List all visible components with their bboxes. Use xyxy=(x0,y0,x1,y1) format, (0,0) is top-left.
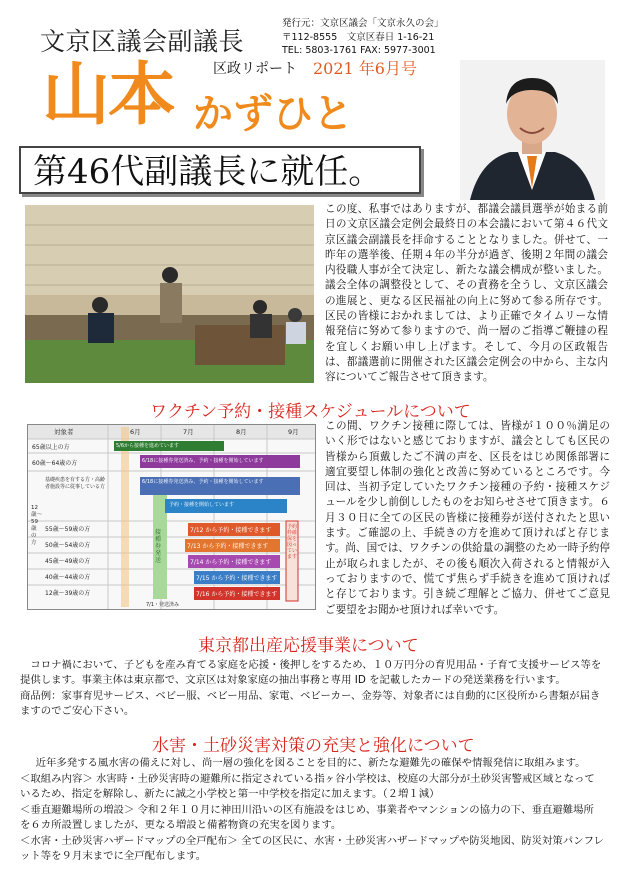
sched-bar-text: 6/18に接種券発送済み、予約・接種を開始しています xyxy=(142,479,264,485)
sched-bar-text: 7/12 から予約・接種できます xyxy=(190,527,272,534)
disaster-heading: 水害・土砂災害対策の充実と強化について xyxy=(152,736,475,756)
disaster-item xyxy=(20,803,604,834)
sched-row-label: 65歳以上の方 xyxy=(32,444,70,451)
headline: 第46代副議長に就任。 xyxy=(19,146,421,194)
vaccine-schedule-table xyxy=(27,424,316,610)
sched-bar-text: 7/13 から予約・接種できます xyxy=(187,543,269,550)
vaccine-text: この間、ワクチン接種に際しては、皆様が１００％満足のいく形ではないと感じておりますが、議会としても区民の皆様から頂戴したご不満の声を、区長をはじめ関係部署に適宜要望し体制の強化と改善に努めているところです。今回は、当初予定していたワクチン接種の予約・接種スケジュールを少し前倒ししたものをお知らせさせて頂きます。６月３０日に全ての区民の皆様に接種券が送付されたと思います。ご確認の上、手続きの方を進めて頂ければと存じます。尚、国では、ワクチンの供給量の調整のため一時予約停止が取られましたが、その後も順次入荷されると情報が入っておりますので、慌てず焦らず手続きを進めて頂ければと存じております。引き続ご理解とご協力、併せてご意見ご要望をお聞かせ頂ければ幸いです。 xyxy=(325,420,610,616)
sched-sent-label: 接種券発送 xyxy=(155,529,162,564)
disaster-intro: 近年多発する風水害の備えに対し、尚一層の強化を図ることを目的に、新たな避難先の確保や情報発信に取組みます。 xyxy=(35,757,586,769)
sched-bar-text: 6/18に接種券発送済み、予約・接種を開始しています xyxy=(142,458,264,464)
birth-heading: 東京都出産応援事業について xyxy=(198,636,419,656)
name-kanji: 山本 xyxy=(42,56,175,135)
sched-bar-text: 7/14 から予約・接種できます xyxy=(190,559,272,566)
report-date: 2021 年6月号 xyxy=(313,59,417,78)
publisher-info xyxy=(282,17,444,58)
council-photo xyxy=(25,205,314,383)
sched-row-label: 40歳〜44歳の方 xyxy=(45,574,91,581)
report-label: 区政リポート xyxy=(213,61,297,77)
portrait-photo xyxy=(460,60,605,200)
disaster-item-label: ＜水害・土砂災害ハザードマップの全戸配布＞ xyxy=(20,835,238,847)
intro-text: この度、私事ではありますが、都議会議員選挙が始まる前日の文京区議会定例会最終日の本会議において第４６代文京区議会副議長を拝命することとなりました。併せて、一昨年の選挙後、任期４年の半分が過ぎ、後期２年間の議会内役職人事が全て決定し、新たな議会構成が整いました。議会全体の調整役として、その責務を全うし、文京区議会の進展と、更なる区民福祉の向上に努めて参る所存です。区民の皆様におかれましては、より正確でタイムリーな情報発信に努めて参りますので、尚一層のご指導ご鞭撻の程を宜しくお願い申し上げます。そして、今月の区政報告は、都議選前に開催された区議会定例会の中から、主な内容についてご報告させて頂きます。 xyxy=(325,203,608,384)
sched-bar-text: 7/16 から予約・接種できます xyxy=(196,591,278,598)
sched-month: 9月 xyxy=(288,428,299,436)
disaster-item xyxy=(20,772,604,803)
birth-text: コロナ禍において、子どもを産み育てる家庭を応援・後押しをするため、１０万円分の育児用品・子育て支援サービス等を提供します。事業主体は東京都で、文京区は対象家庭の抽出事務と専用 ID を記載したカードの発送業務を行います。 xyxy=(20,659,602,687)
vice-chair-title: 文京区議会副議長 xyxy=(40,27,245,56)
disaster-item-text: 全ての区民に、水害・土砂災害ハザードマップや防災地図、防災対策パンフレット等を９月末までに全戸配布します。 xyxy=(20,835,604,863)
disaster-item xyxy=(20,834,604,865)
publisher-contact: TEL: 5803-1761 FAX: 5977-3001 xyxy=(282,45,436,56)
sched-month: 7月 xyxy=(183,428,194,436)
sched-sent-note: 7/1・発送済み xyxy=(146,602,180,608)
publisher-address: 〒112-8555 文京区春日 1-16-21 xyxy=(282,31,435,43)
sched-row-label: 50歳〜54歳の方 xyxy=(45,542,91,549)
sched-month: 8月 xyxy=(236,428,247,436)
disaster-item-text: 令和２年１０月に神田川沿いの区有施設をはじめ、事業者やマンションの協力の下、垂直避難場所を６カ所設置しましたが、更なる増設と備蓄物資の充実を図ります。 xyxy=(20,804,594,832)
sched-bar-text: 予約・接種を開始しています xyxy=(169,502,235,508)
disaster-item-label: ＜垂直避難場所の増設＞ xyxy=(20,804,135,816)
sched-row-label: 60歳〜64歳の方 xyxy=(32,460,78,467)
sched-col-target: 対象者 xyxy=(54,428,74,436)
sched-row-label: 55歳〜59歳の方 xyxy=(45,526,91,533)
sched-side-note: 予約枠確保を図っています xyxy=(287,524,298,560)
disaster-item-text: 水害時・土砂災害時の避難所に指定されている指ヶ谷小学校は、校庭の大部分が土砂災害警戒区域となっているため、指定を解除し、新たに誠之小学校と第一中学校を指定に加えます。（２増１減） xyxy=(20,773,595,801)
sched-row-label: 45歳〜49歳の方 xyxy=(45,558,91,565)
sched-month: 6月 xyxy=(130,428,141,436)
sched-row-label: 基礎疾患を有する方・高齢者施設等に従事している方 xyxy=(45,477,106,490)
birth-products: 商品例：家事育児サービス、ベビー服、ベビー用品、家電、ベビーカー、金券等、対象者には自動的に区役所から書類が届きますのでご安心下さい。 xyxy=(20,690,601,718)
sched-bar-text: 7/15 から予約・接種できます xyxy=(196,575,278,582)
vaccine-heading: ワクチン予約・接種スケジュールについて xyxy=(150,402,471,422)
sched-age-group: 12歳〜59歳の方 xyxy=(31,505,43,546)
sched-row-label: 12歳〜39歳の方 xyxy=(45,590,91,597)
disaster-item-label: ＜取組み内容＞ xyxy=(20,773,93,785)
publisher-line: 発行元：文京区議会「文京永久の会」 xyxy=(282,18,444,29)
sched-bar-text: 5/6から接種を進めています xyxy=(116,443,180,449)
name-kana: かずひと xyxy=(193,91,353,137)
